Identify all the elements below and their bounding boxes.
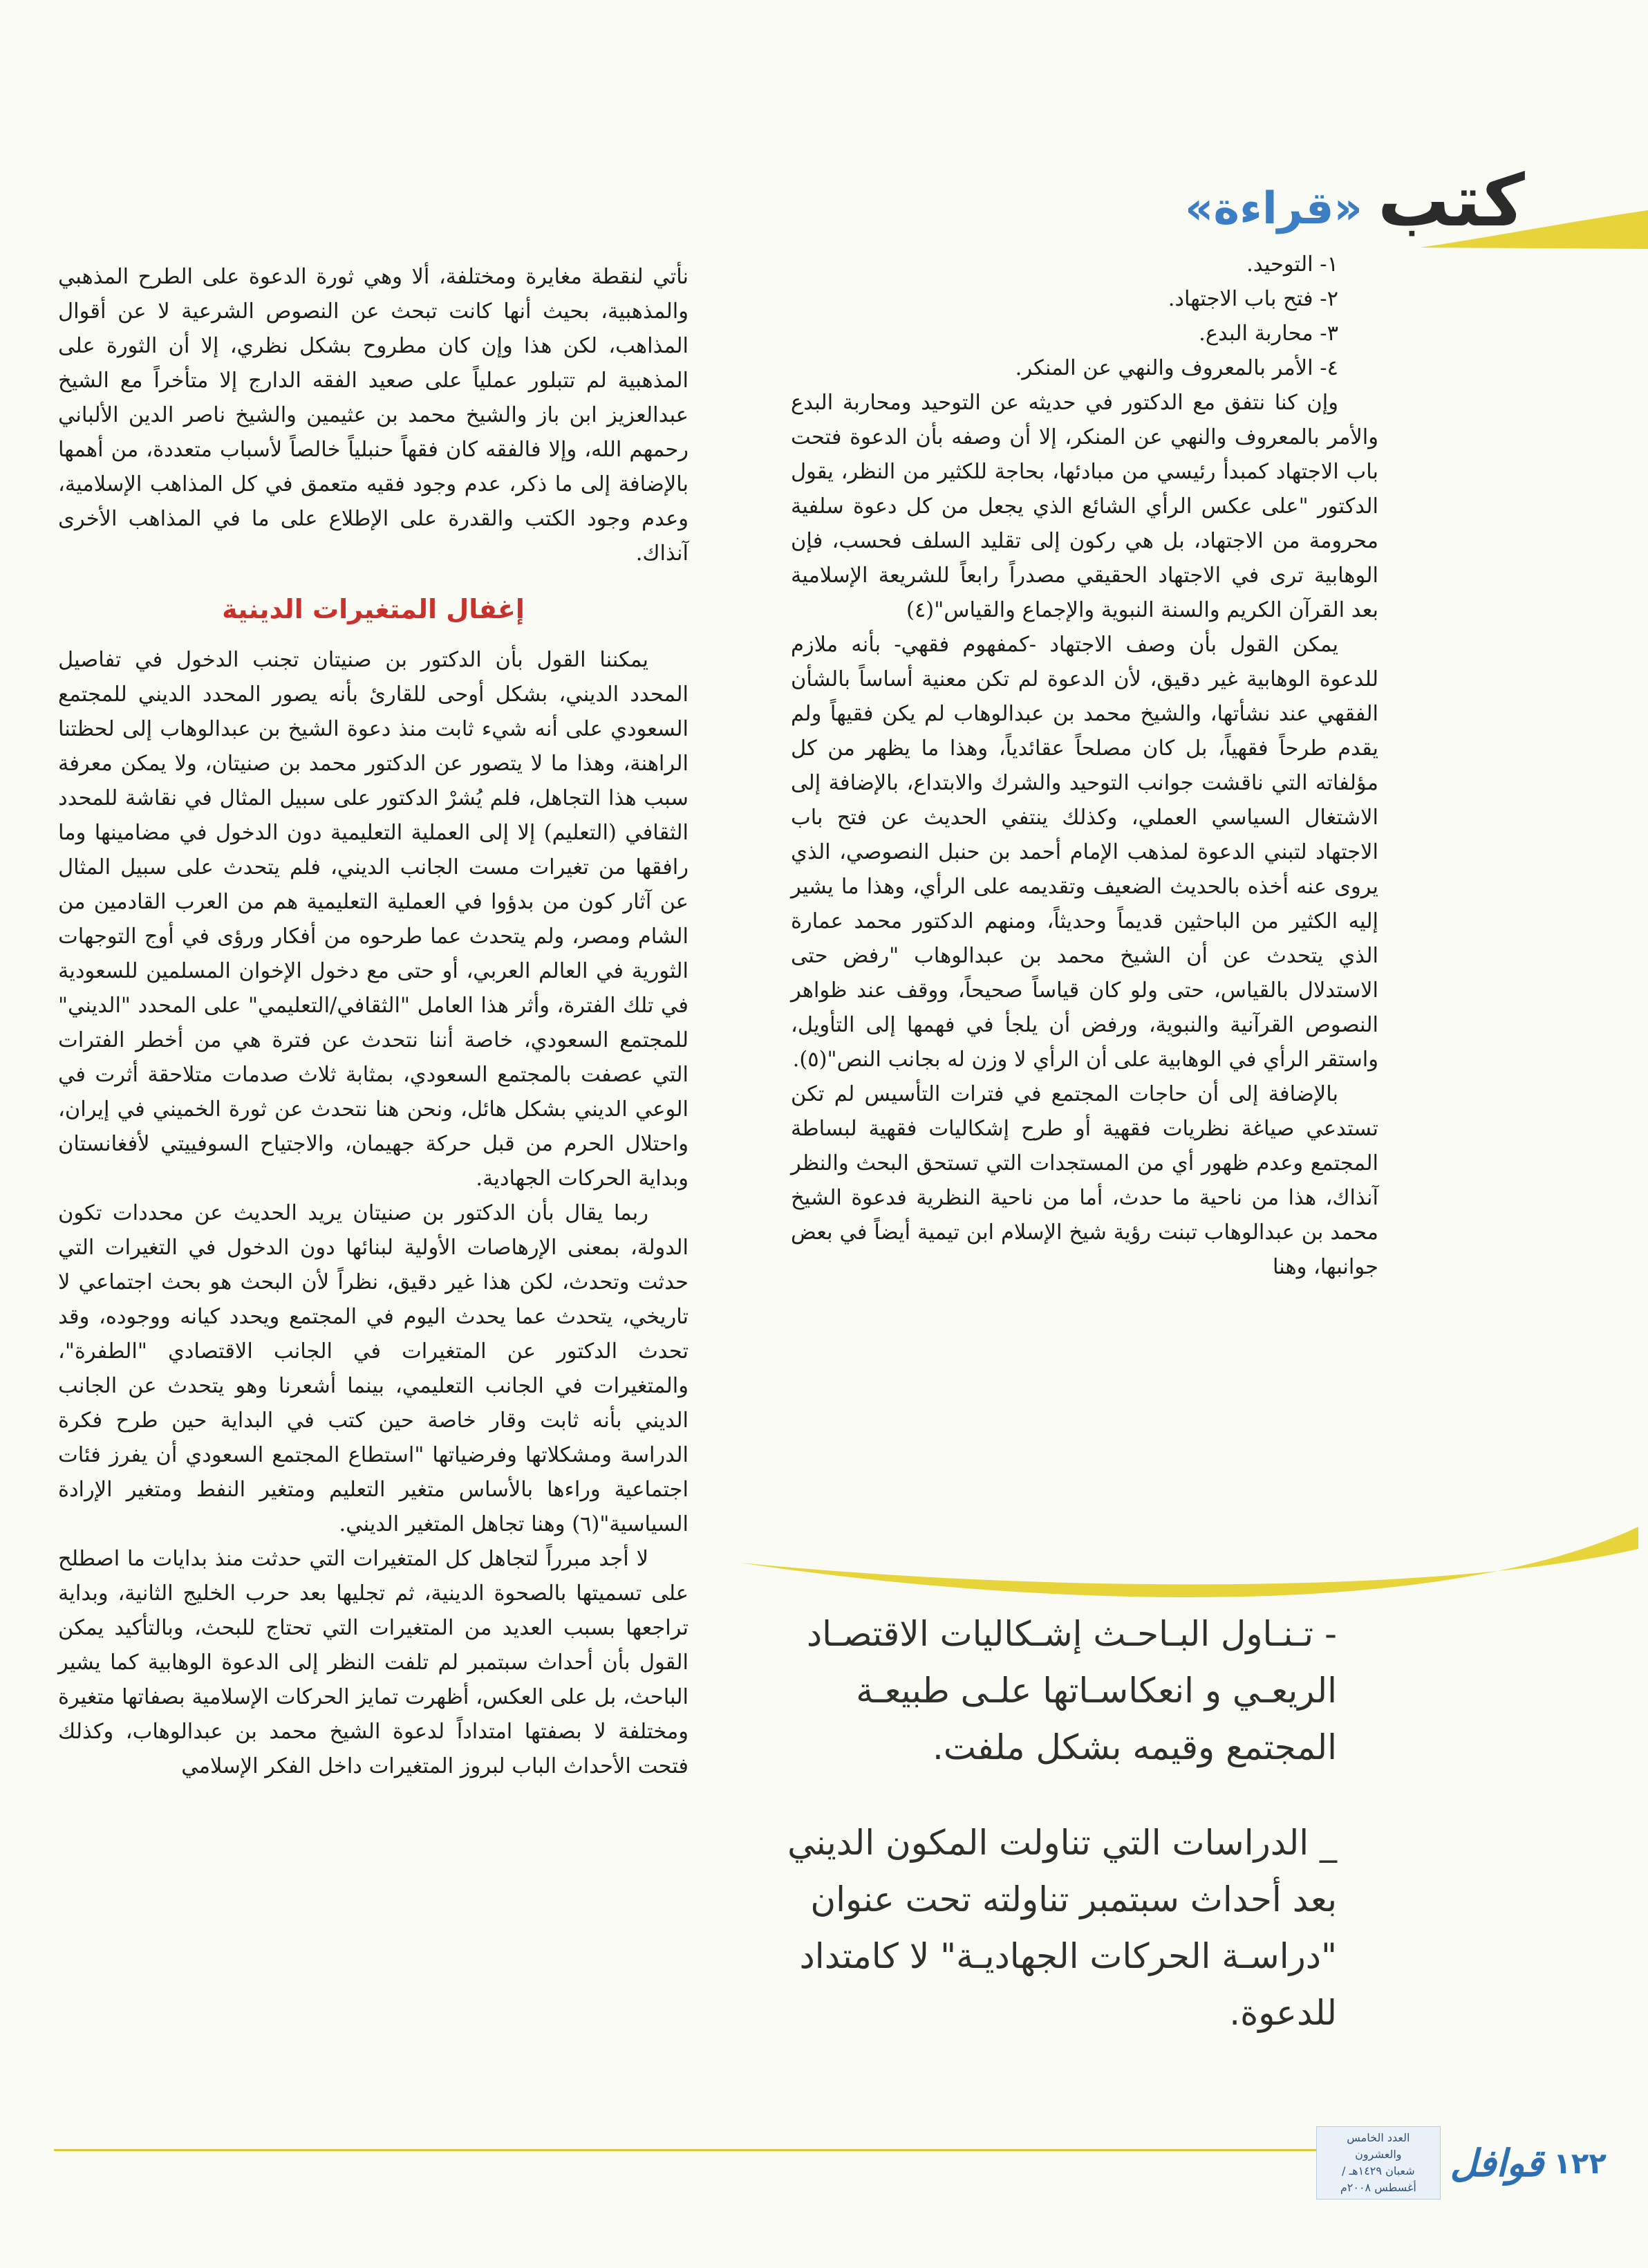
footer <box>1316 2131 1607 2195</box>
paragraph: نأتي لنقطة مغايرة ومختلفة، ألا وهي ثورة الدعوة على الطرح المذهبي والمذهبية، بحيث أنها كانت تبحث عن النصوص الشرعية لا عن أقوال المذاهب، لكن هذا وإن كان مطروح بشكل نظري، إلا أن الثورة على المذهبية لم تتبلور عملياً على صعيد الفقه الدارج إلا متأخراً مع الشيخ عبدالعزيز ابن باز والشيخ محمد بن عثيمين والشيخ ناصر الدين الألباني رحمهم الله، وإلا فالفقه كان فقهاً حنبلياً خالصاً لأسباب متعددة، من أهمها بالإضافة إلى ما ذكر، عدم وجود فقيه متعمق في كل المذاهب الإسلامية، وعدم وجود الكتب والقدرة على الإطلاع على ما في المذاهب الأخرى آنذاك. <box>58 265 689 566</box>
pull-quote: - تـنـاول البـاحـث إشـكاليات الاقتصـاد الريعـي و انعكاسـاتها علـى طبيعـة المجتمع وقيمه بشكل ملفت. <box>806 1614 1337 1767</box>
paragraph: ربما يقال بأن الدكتور بن صنيتان يريد الحديث عن محددات تكون الدولة، بمعنى الإرهاصات الأولية لبنائها دون الدخول في التغيرات التي حدثت وتحدث، لكن هذا غير دقيق، نظراً لأن البحث هو بحث اجتماعي لا تاريخي، يتحدث عما يحدث اليوم في المجتمع ويحدد كيانه ووجوده، وقد تحدث الدكتور عن المتغيرات في الجانب الاقتصادي "الطفرة"، والمتغيرات في الجانب التعليمي، بينما أشعرنا وهو يتحدث عن الجانب الديني بأنه ثابت وقار خاصة حين كتب في البداية حين طرح فكرة الدراسة ومشكلاتها وفرضياتها "استطاع المجتمع السعودي أن يفرز فئات اجتماعية وراءها بالأساس متغير التعليم ومتغير النفط ومتغير الإرادة السياسية"(٦) وهنا تجاهل المتغير الديني. <box>58 1201 689 1536</box>
paragraph: لا أجد مبرراً لتجاهل كل المتغيرات التي حدثت منذ بدايات ما اصطلح على تسميتها بالصحوة الدينية، ثم تجليها بعد حرب الخليج الثانية، وبداية تراجعها بسبب العديد من المتغيرات التي تحتاج للبحث، وبالتأكيد يمكن القول بأن أحداث سبتمبر لم تلفت النظر إلى الدعوة الوهابية كما يشير الباحث، بل على العكس، أظهرت تمايز الحركات الإسلامية بصفاتها متغيرة ومختلفة لا بصفتها امتداداً لدعوة الشيخ محمد بن عبدالوهاب، وكذلك فتحت الأحداث الباب لبروز المتغيرات داخل الفكر الإسلامي <box>58 1547 689 1778</box>
list-item: ٢- فتح باب الاجتهاد. <box>1168 287 1338 311</box>
list-item: ٤- الأمر بالمعروف والنهي عن المنكر. <box>1015 356 1338 380</box>
subheading: إغفال المتغيرات الدينية <box>222 594 525 624</box>
paragraph: وإن كنا نتفق مع الدكتور في حديثه عن التوحيد ومحاربة البدع والأمر بالمعروف والنهي عن المنكر، إلا أن وصفه بأن الدعوة فتحت باب الاجتهاد كمبدأ رئيسي من مبادئها، بحاجة للكثير من النظر، يقول الدكتور "على عكس الرأي الشائع الذي يجعل من كل دعوة سلفية محرومة من الاجتهاد، بل هي ركون إلى تقليد السلف فحسب، فإن الوهابية ترى في الاجتهاد الحقيقي مصدراً رابعاً للشريعة الإسلامية بعد القرآن الكريم والسنة النبوية والإجماع والقياس"(٤) <box>791 391 1378 622</box>
section-subtitle: «قراءة» <box>1185 183 1363 234</box>
paragraph: بالإضافة إلى أن حاجات المجتمع في فترات التأسيس لم تكن تستدعي صياغة نظريات فقهية أو طرح إشكاليات فقهية لبساطة المجتمع وعدم ظهور أي من المستجدات التي تستحق البحث والنظر آنذاك، هذا من ناحية ما حدث، أما من ناحية النظرية فدعوة الشيخ محمد بن عبدالوهاب تبنت رؤية شيخ الإسلام ابن تيمية أيضاً في بعض جوانبها، وهنا <box>791 1082 1378 1279</box>
issue-number: العدد الخامس والعشرون <box>1347 2131 1410 2161</box>
issue-info <box>1316 2126 1441 2200</box>
section-title: كتب <box>1377 158 1525 243</box>
issue-date: شعبان ١٤٢٩هـ / أغسطس ٢٠٠٨م <box>1340 2164 1416 2194</box>
footer-rule <box>54 2149 1326 2151</box>
list-item: ٣- محاربة البدع. <box>1199 322 1338 346</box>
right-column <box>791 248 1378 1285</box>
pull-quote-box <box>784 1606 1337 2080</box>
left-column <box>58 260 689 1784</box>
paragraph: يمكننا القول بأن الدكتور بن صنيتان تجنب الدخول في تفاصيل المحدد الديني، بشكل أوحى للقارئ بأنه يصور المحدد الديني للمجتمع السعودي على أنه شيء ثابت منذ دعوة الشيخ بن عبدالوهاب إلى لحظتنا الراهنة، وهذا ما لا يتصور عن الدكتور محمد بن صنيتان، ولا يمكن معرفة سبب هذا التجاهل، فلم يُشرْ الدكتور على سبيل المثال في نقاشة للمحدد الثقافي (التعليم) إلا إلى العملية التعليمية دون الدخول في مضامينها وما رافقها من تغيرات مست الجانب الديني، فلم يتحدث على سبيل المثال عن آثار كون من بدؤوا في العملية التعليمية هم من العرب القادمين من الشام ومصر، ولم يتحدث عما طرحوه من أفكار ورؤى في أوج التوجهات الثورية في العالم العربي، أو حتى مع دخول الإخوان المسلمين للسعودية في تلك الفترة، وأثر هذا العامل "الثقافي/التعليمي" على المحدد "الديني" للمجتمع السعودي، خاصة أننا نتحدث عن فترة هي من أخطر الفترات التي عصفت بالمجتمع السعودي، بمثابة ثلاث صدمات متلاحقة أثرت في الوعي الديني بشكل هائل، ونحن هنا نتحدث عن ثورة الخميني في إيران، واحتلال الحرم من قبل حركة جهيمان، والاجتياح السوفييتي لأفغانستان وبداية الحركات الجهادية. <box>58 648 689 1191</box>
paragraph: يمكن القول بأن وصف الاجتهاد -كمفهوم فقهي- بأنه ملازم للدعوة الوهابية غير دقيق، لأن الدعوة لم تكن معنية أساساً بالشأن الفقهي عند نشأتها، والشيخ محمد بن عبدالوهاب لم يكن فقيهاً ولم يقدم طرحاً فقهياً، بل كان مصلحاً عقائدياً، وهذا ما يظهر من كل مؤلفاته التي ناقشت جوانب التوحيد والشرك والابتداع، بالإضافة إلى الاشتغال السياسي العملي، وكذلك ينتفي الحديث عن فتح باب الاجتهاد لتبني الدعوة لمذهب الإمام أحمد بن حنبل النصوصي، الذي يروى عنه أخذه بالحديث الضعيف وتقديمه على الرأي، وهذا ما يشير إليه الكثير من الباحثين قديماً وحديثاً، ومنهم الدكتور محمد عمارة الذي يتحدث عن أن الشيخ محمد بن عبدالوهاب "رفض حتى الاستدلال بالقياس، حتى ولو كان قياساً صحيحاً، ووقف عند ظواهر النصوص القرآنية والنبوية، ورفض أن يلجأ في فهمها إلى التأويل، واستقر الرأي في الوهابية على أن الرأي لا وزن له بجانب النص"(٥). <box>791 633 1378 1072</box>
pull-quote: _ الدراسات التي تناولت المكون الديني بعد أحداث سبتمبر تناولته تحت عنوان "دراسـة الحركات الجهاديـة" لا كامتداد للدعوة. <box>787 1823 1337 2033</box>
list-item: ١- التوحيد. <box>1246 252 1338 277</box>
magazine-logo: قوافل <box>1450 2141 1544 2185</box>
section-header <box>1185 158 1600 243</box>
page-number: ١٢٢ <box>1553 2146 1607 2180</box>
